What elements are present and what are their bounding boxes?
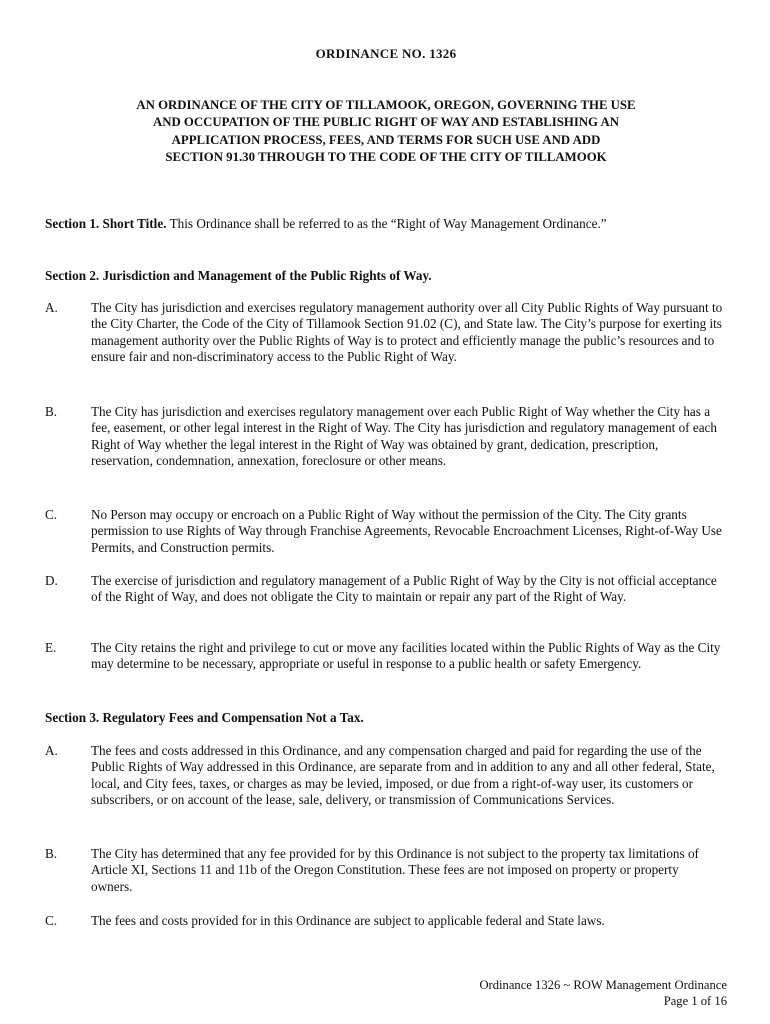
title-line: SECTION 91.30 THROUGH TO THE CODE OF THE CITY OF TILLAMOOK (165, 150, 607, 165)
item-text: The City has determined that any fee provided for by this Ordinance is not subject to the property tax limitations of Article XI, Sections 11 and 11b of the Oregon Constitution. These fees are not imposed on property or property owners. (91, 846, 699, 894)
section-1 (45, 216, 727, 232)
item-text: No Person may occupy or encroach on a Public Right of Way without the permission of the City. The City grants permission to use Rights of Way through Franchise Agreements, Revocable Encroachment Licenses, Right-of-Way Use Permits, and Construction permits. (91, 507, 722, 555)
item-text: The fees and costs addressed in this Ordinance, and any compensation charged and paid for regarding the use of the Public Rights of Way addressed in this Ordinance, are separate from and in addition to any and all other federal, State, local, and City fees, taxes, or charges as may be levied, imposed, or due from a right-of-way user, its customers or subscribers, or on account of the lease, sale, delivery, or transmission of Communications Services. (91, 743, 715, 808)
section-1-heading: Section 1. Short Title. (45, 216, 167, 231)
item-letter: D. (45, 573, 58, 588)
section-2-item-e (45, 640, 727, 673)
ordinance-number: ORDINANCE NO. 1326 (315, 46, 457, 61)
footer-page-number: Page 1 of 16 (663, 994, 727, 1008)
section-3-item-c (45, 913, 727, 929)
item-letter: C. (45, 913, 58, 928)
section-2-item-b (45, 404, 727, 470)
section-2-item-c (45, 507, 727, 556)
title-line: APPLICATION PROCESS, FEES, AND TERMS FOR SUCH USE AND ADD (171, 132, 601, 147)
title-line: AN ORDINANCE OF THE CITY OF TILLAMOOK, OREGON, GOVERNING THE USE (136, 98, 636, 112)
document-page (45, 0, 727, 1024)
item-text: The exercise of jurisdiction and regulatory management of a Public Right of Way by the City is not official acceptance of the Right of Way, and does not obligate the City to maintain or repair any part of the Right of Way. (91, 573, 717, 605)
footer-ordinance-label: Ordinance 1326 ~ ROW Management Ordinance (479, 978, 727, 992)
section-3-item-b (45, 846, 727, 895)
item-letter: B. (45, 404, 58, 419)
section-3-heading: Section 3. Regulatory Fees and Compensation Not a Tax. (45, 710, 364, 725)
item-letter: A. (45, 300, 58, 315)
section-1-text: This Ordinance shall be referred to as the “Right of Way Management Ordinance.” (169, 216, 607, 231)
ordinance-title (105, 97, 667, 167)
section-2-item-d (45, 573, 727, 606)
page-footer (479, 977, 727, 1009)
item-text: The City has jurisdiction and exercises regulatory management over each Public Right of Way whether the City has a fee, easement, or other legal interest in the Right of Way. The City has jurisdiction and regulatory management of each Right of Way whether the legal interest in the Right of Way was obtained by grant, dedication, prescription, reservation, condemnation, annexation, foreclosure or other means. (91, 404, 717, 469)
item-letter: C. (45, 507, 58, 522)
item-text: The City retains the right and privilege to cut or move any facilities located within the Public Rights of Way as the City may determine to be necessary, appropriate or useful in response to a public health or safety Emergency. (91, 640, 721, 672)
section-3-item-a (45, 743, 727, 809)
item-letter: A. (45, 743, 58, 758)
section-2-item-a (45, 300, 727, 366)
item-letter: B. (45, 846, 58, 861)
item-text: The City has jurisdiction and exercises regulatory management authority over all City Public Rights of Way pursuant to the City Charter, the Code of the City of Tillamook Section 91.02 (C), and State law. The City’s purpose for exerting its management authority over the Public Rights of Way is to protect and efficiently manage the public’s resources and to ensure fair and non-discriminatory access to the Public Right of Way. (91, 300, 723, 365)
title-line: AND OCCUPATION OF THE PUBLIC RIGHT OF WAY AND ESTABLISHING AN (153, 115, 619, 130)
item-letter: E. (45, 640, 57, 655)
section-2-heading: Section 2. Jurisdiction and Management of the Public Rights of Way. (45, 268, 432, 283)
item-text: The fees and costs provided for in this Ordinance are subject to applicable federal and State laws. (91, 913, 605, 928)
